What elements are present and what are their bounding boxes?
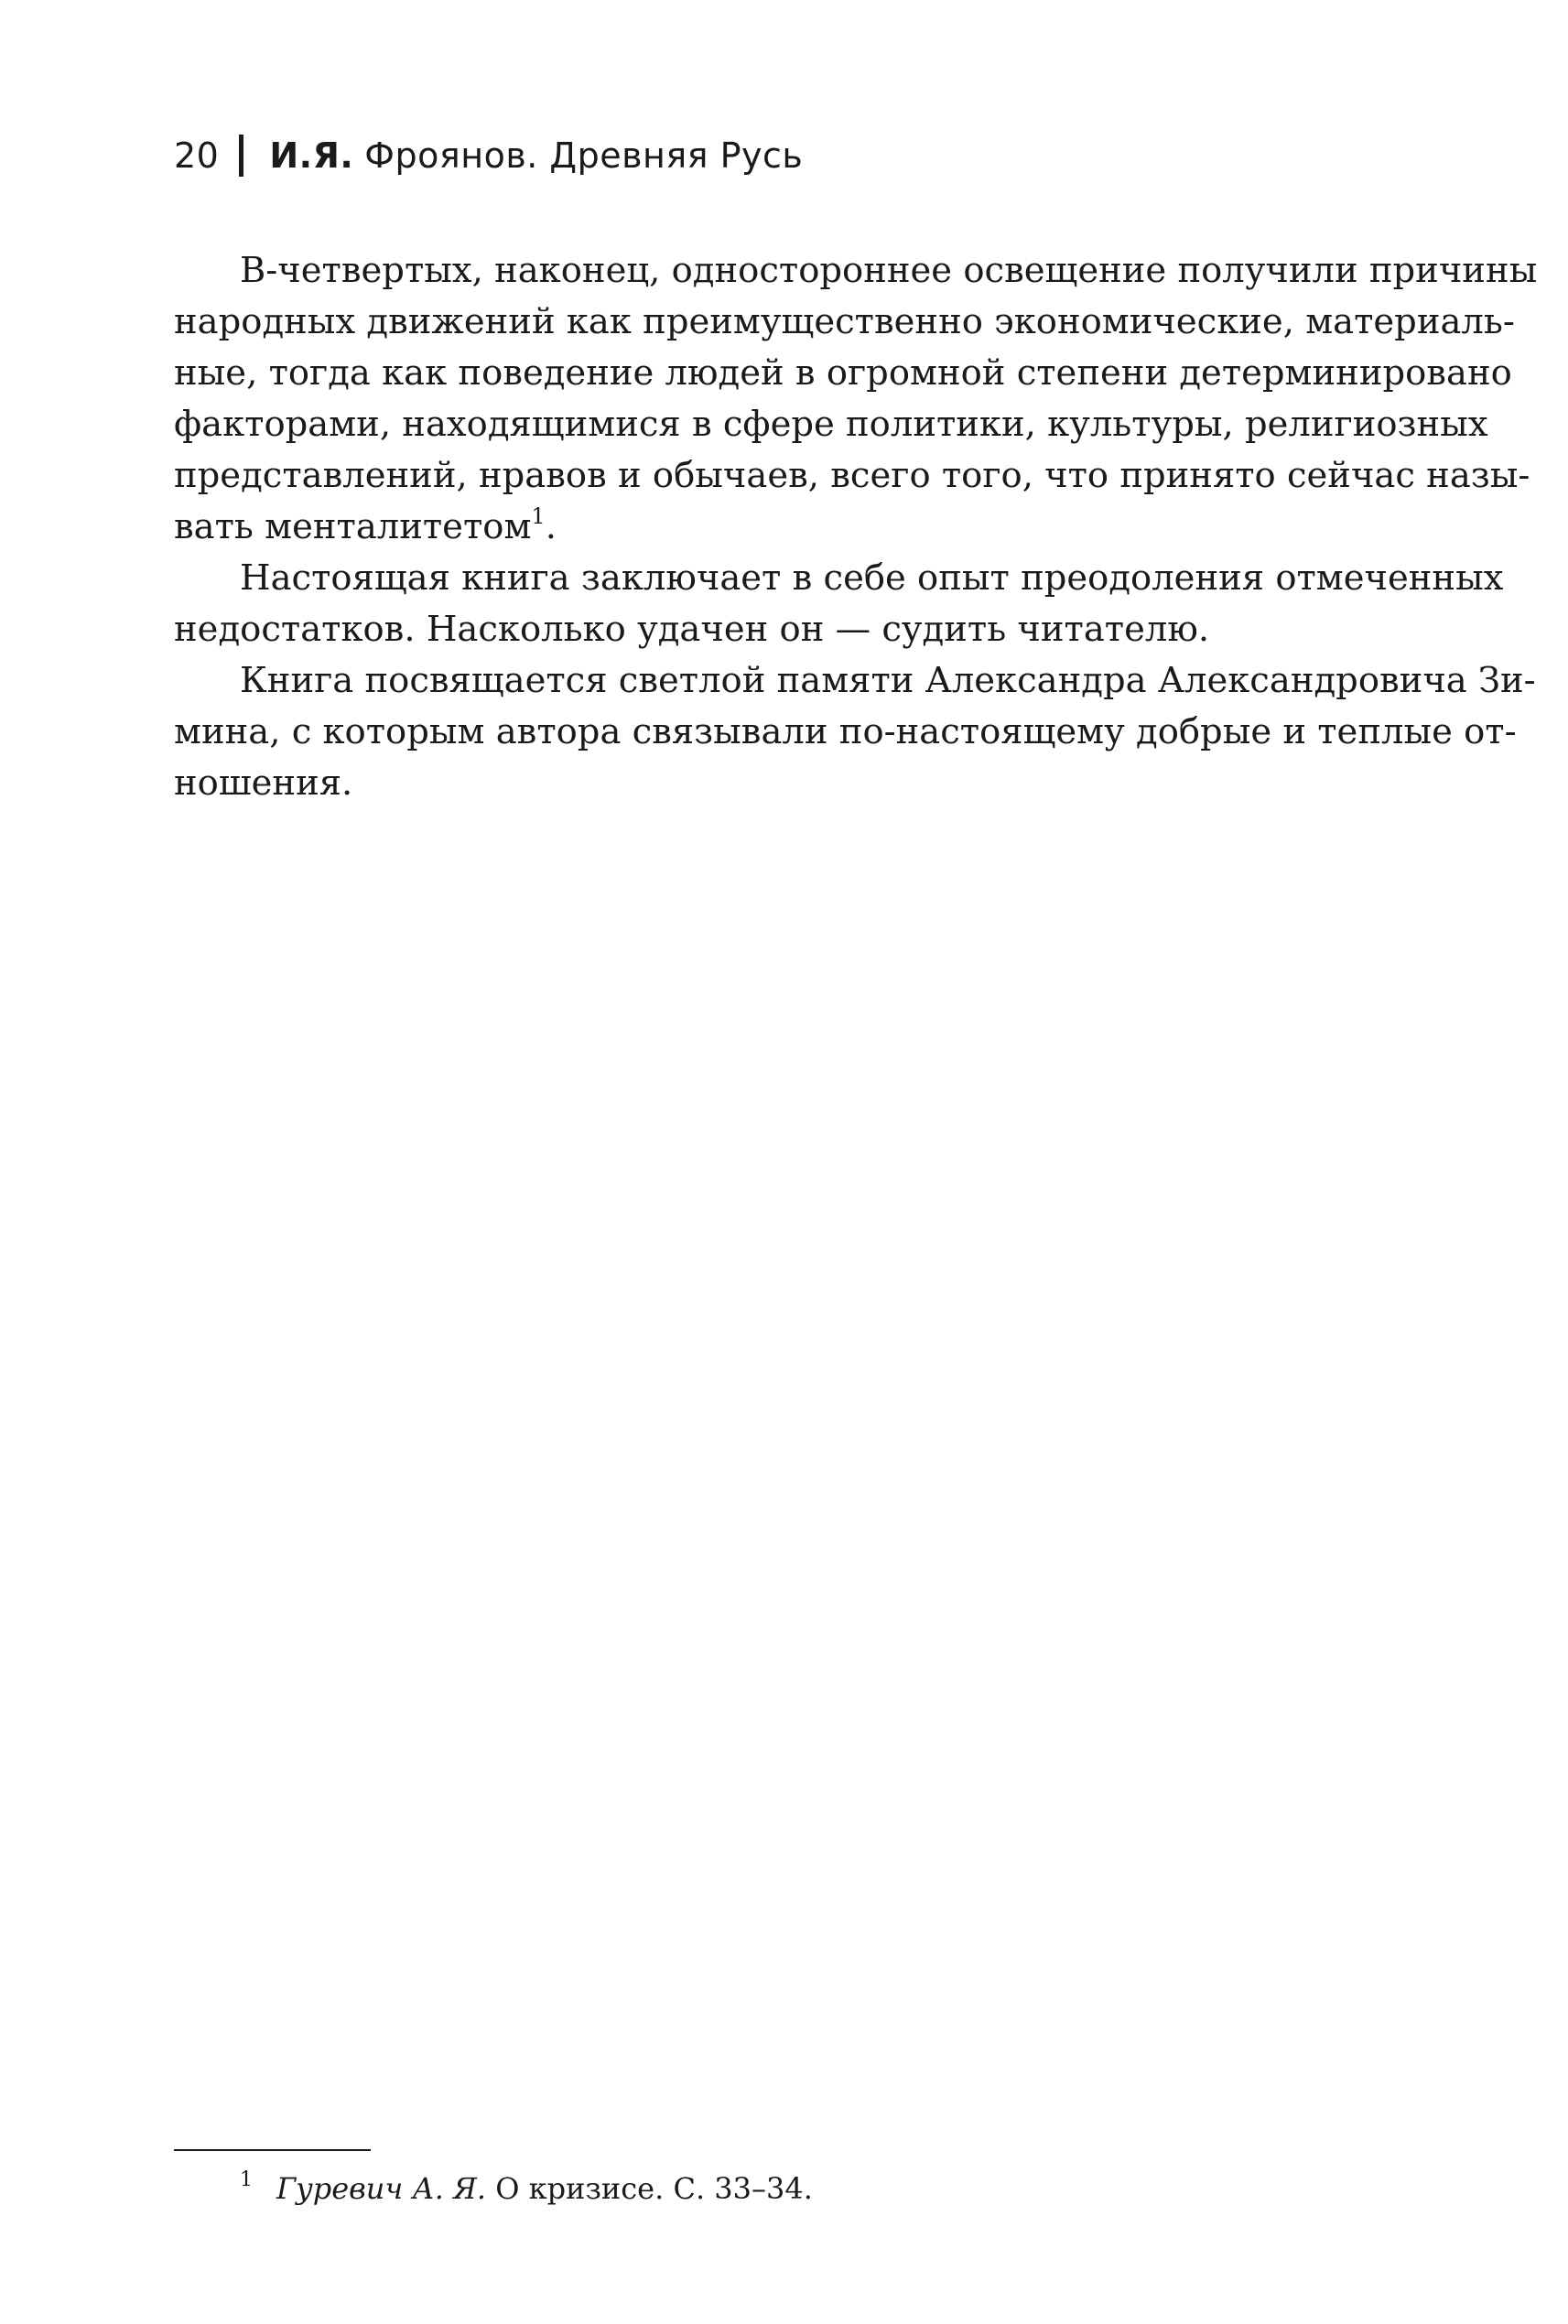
- page-number: 20: [174, 135, 220, 176]
- running-head: [174, 128, 803, 183]
- footnote-author: Гуревич А. Я.: [276, 2171, 487, 2206]
- footnote: [240, 2160, 813, 2209]
- header-author: И.Я.: [269, 135, 354, 176]
- sentence-end: .: [545, 506, 557, 547]
- header-book-title: Фроянов. Древняя Русь: [364, 135, 804, 176]
- text-line: ношения.: [174, 762, 353, 804]
- paragraph: [174, 655, 1536, 809]
- text-line: факторами, находящимися в сфере политики, культуры, религиозных: [174, 404, 1488, 445]
- header-divider: [239, 135, 243, 177]
- text-line: недостатков. Насколько удачен он — судить читателю.: [174, 609, 1210, 650]
- text-line: В-четвертых, наконец, одностороннее освещение получили причины: [240, 250, 1538, 291]
- text-line: народных движений как преимущественно экономические, материаль-: [174, 301, 1515, 342]
- text-line: [174, 502, 1433, 553]
- text-line: мина, с которым автора связывали по-настоящему добрые и теплые от-: [174, 711, 1517, 752]
- paragraph: [174, 245, 1538, 553]
- footnote-marker: 1: [240, 2168, 253, 2191]
- text-line-content: вать менталитетом: [174, 506, 532, 547]
- text-line: Книга посвящается светлой памяти Александра Александровича Зи-: [240, 660, 1536, 701]
- footnote-text: О кризисе. С. 33–34.: [495, 2171, 813, 2206]
- paragraph: [174, 553, 1504, 655]
- footnote-reference[interactable]: 1: [531, 503, 546, 529]
- footnote-separator: [174, 2149, 371, 2151]
- body-text: [174, 245, 1538, 809]
- text-line: представлений, нравов и обычаев, всего того, что принято сейчас назы-: [174, 455, 1530, 496]
- text-line: Настоящая книга заключает в себе опыт преодоления отмеченных: [240, 557, 1504, 599]
- text-line: ные, тогда как поведение людей в огромной степени детерминировано: [174, 352, 1512, 394]
